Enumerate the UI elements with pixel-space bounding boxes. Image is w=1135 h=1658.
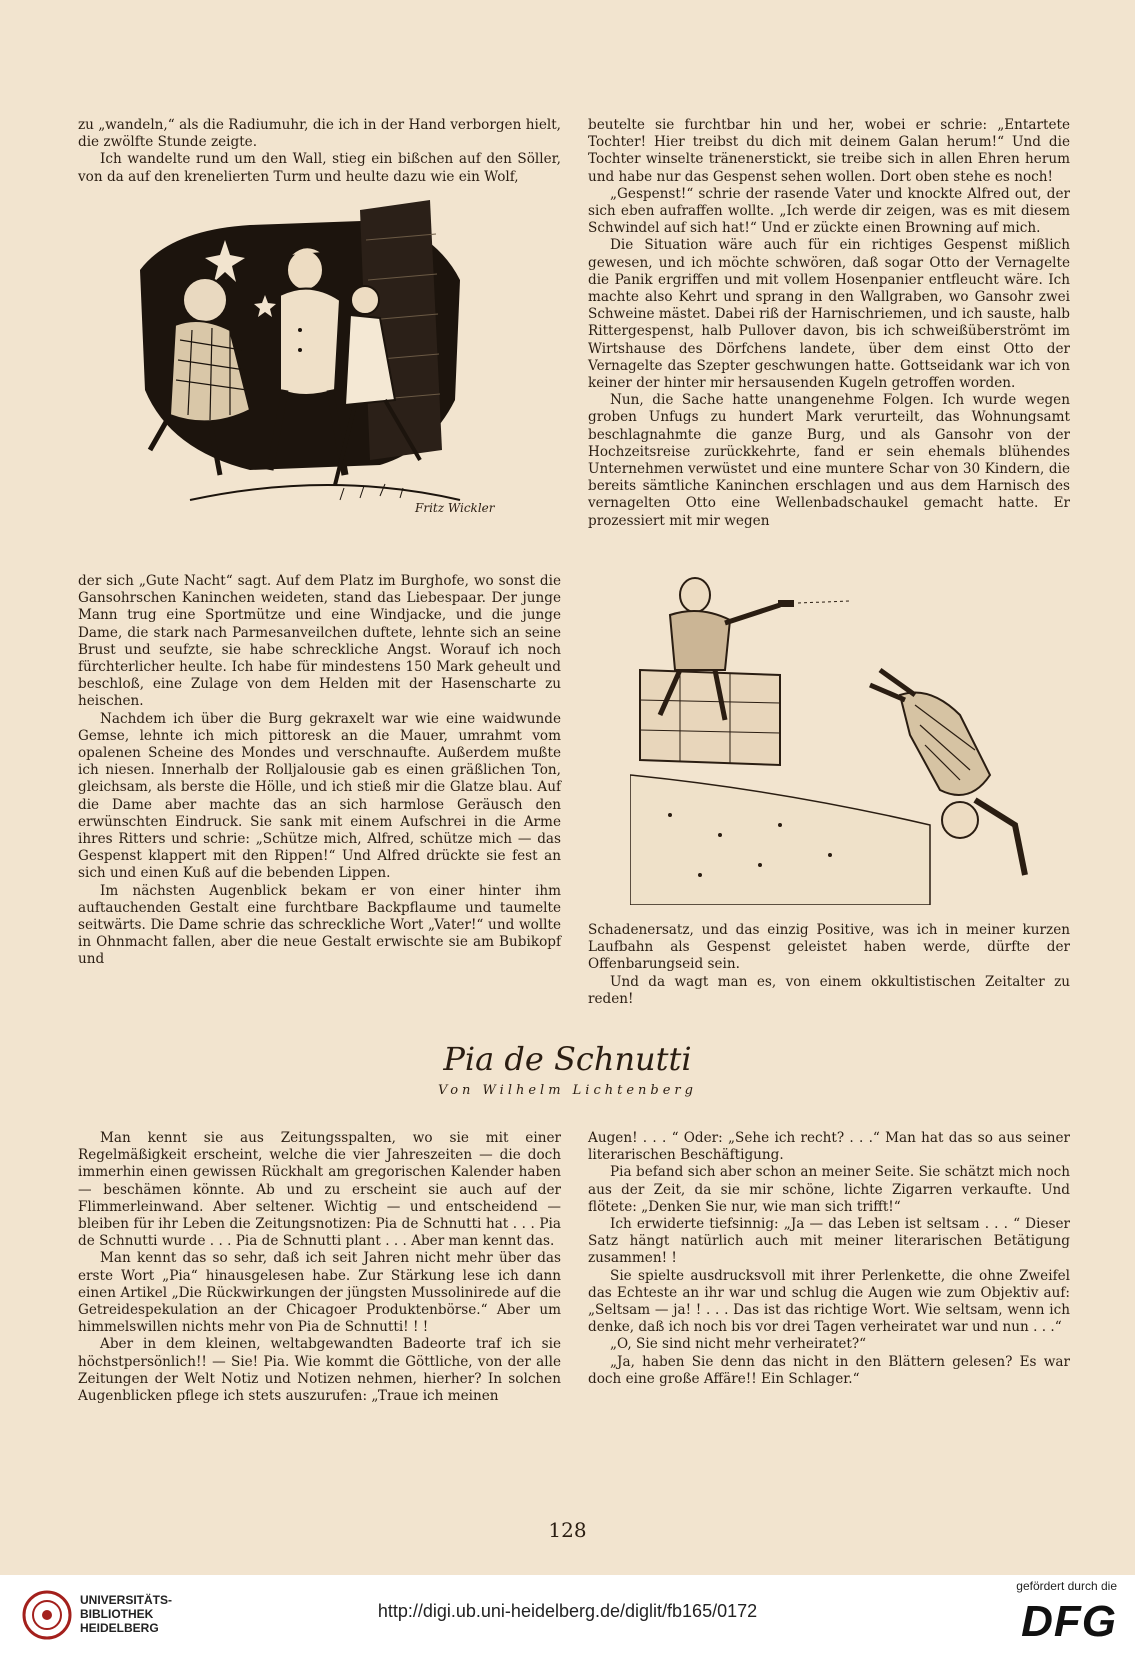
column-top-left: [78, 117, 561, 186]
column-middle-left: [78, 573, 561, 969]
paragraph: Man kennt sie aus Zeitungsspalten, wo sie mit einer Regelmäßigkeit erscheint, welche die vier Jahreszeiten — die doch immerhin einen gewissen Rückhalt am gregorischen Kalender haben — beschämen könnte. Ab und zu erscheint sie auch auf der Flimmerleinwand. Aber seltener. Wichtig — und entscheidend — bleiben für ihr Leben die Zeitungsnotizen: Pia de Schnutti hat . . . Pia de Schnutti wurde . . . Pia de Schnutti plant . . . Aber man kennt das.: [78, 1130, 561, 1250]
column-top-right: [588, 117, 1070, 530]
funded-by-label: gefördert durch die: [1016, 1579, 1117, 1593]
paragraph: Aber in dem kleinen, weltabgewandten Badeorte traf ich sie höchstpersönlich!! — Sie! Pia. Wie kommt die Göttliche, von der alle Zeitungen der Welt Notiz und Notizen nehmen, hierher? In solchen Augenblicken pflege ich stets auszurufen: „Traue ich meinen: [78, 1336, 561, 1405]
ground: [190, 485, 460, 500]
footer-bar: [0, 1575, 1135, 1658]
ground: [630, 775, 930, 905]
wall: [640, 670, 780, 765]
paragraph: Man kennt das so sehr, daß ich seit Jahren nicht mehr über das erste Wort „Pia“ hinausgelesen habe. Zur Stärkung lese ich dann einen Artikel „Die Rückwirkungen der jüngsten Mussolinirede auf die Getreidespekulation an der Chicagoer Produktenbörse.“ Aber um himmelswillen nichts mehr von Pia de Schnutti! ! !: [78, 1250, 561, 1336]
article-title: Pia de Schnutti: [443, 1040, 692, 1078]
paragraph: „O, Sie sind nicht mehr verheiratet?“: [610, 1336, 867, 1353]
paragraph: Pia befand sich aber schon an meiner Seite. Sie schätzt mich noch aus der Zeit, da sie mir schöne, lichte Zigarren verkaufte. Und flötete: „Denken Sie nur, wie man sich trifft!“: [588, 1164, 1070, 1215]
paragraph: Die Situation wäre auch für ein richtiges Gespenst mißlich gewesen, und ich möchte schwören, daß sogar Otto der Vernagelte die Panik ergriffen und mit vollem Hosenpanier entfleucht wäre. Ich machte also Kehrt und sprang in den Wallgraben, wo Gansohr zwei Schweine mästet. Dabei riß der Harnischriemen, und ich sauste, halb Rittergespenst, halb Pullover davon, bis ich schweißüberströmt im Wirtshause des Dörfchens landete, über dem einst Otto der Vernagelte das Szepter geschwungen hatte. Gottseidank war ich von keiner der hinter mir hersausenden Kugeln getroffen worden.: [588, 237, 1070, 392]
paragraph: Augen! . . . “ Oder: „Sehe ich recht? . . .“ Man hat das so aus seiner literarischen Beschäftigung.: [588, 1130, 1070, 1164]
university-name-line: UNIVERSITÄTS-: [80, 1593, 173, 1607]
paragraph: „Gespenst!“ schrie der rasende Vater und knockte Alfred out, der sich eben aufraffen wollte. „Ich werde dir zeigen, was es mit diesem Schwindel auf sich hat!“ Und er zückte einen Browning auf mich.: [588, 185, 1070, 237]
paragraph: Im nächsten Augenblick bekam er von einer hinter ihm auftauchenden Gestalt eine furchtbare Backpflaume und taumelte seitwärts. Die Dame schrie das schreckliche Wort „Vater!“ und wollte in Ohnmacht fallen, aber die neue Gestalt erwischte sie am Bubikopf und: [78, 882, 561, 968]
illustration-ghost-scene: [130, 200, 540, 565]
column-lower-right: [588, 922, 1070, 1008]
paragraph: Nun, die Sache hatte unangenehme Folgen. Ich wurde wegen groben Unfugs zu hundert Mark verurteilt, das Wohnungsamt beschlagnahmte die ganze Burg, und als Gansohr von der Hochzeitsreise zurückkehrte, fand er sein ehemals blühendes Unternehmen verwüstet und eine muntere Schar von 30 Kindern, die bereits sämtliche Kaninchen erschlagen und aus dem Harnisch des vernagelten Otto eine Wellenbadschaukel gemacht hatte. Er prozessiert mit mir wegen: [588, 392, 1070, 529]
column-bottom-right: [588, 1130, 1070, 1388]
paragraph: der sich „Gute Nacht“ sagt. Auf dem Platz im Burghofe, wo sonst die Gansohrschen Kaninchen weideten, stand das Liebespaar. Der junge Mann trug eine Sportmütze und eine Windjacke, und die junge Dame, die stark nach Parmesanveilchen duftete, lehnte sich an seine Brust und seufzte, sie habe schreckliche Angst. Worauf ich noch fürchterlicher heulte. Ich habe für mindestens 150 Mark geheult und beschloß, eine Zulage von dem Helden mit der Hasenscharte zu heischen.: [78, 573, 561, 710]
paragraph: Und da wagt man es, von einem okkultistischen Zeitalter zu reden!: [588, 973, 1070, 1007]
article-byline: Von Wilhelm Lichtenberg: [438, 1083, 697, 1098]
university-name-line: BIBLIOTHEK: [80, 1607, 154, 1621]
paragraph: Sie spielte ausdrucksvoll mit ihrer Perlenkette, die ohne Zweifel das Echteste an ihr war und schlug die Augen wie zum Objektiv auf: „Seltsam — ja! ! . . . Das ist das richtige Wort. Wie seltsam, wenn ich denke, daß ich noch bis vor drei Tagen verheiratet war und nun . . .“: [588, 1267, 1070, 1336]
source-url-link[interactable]: http://digi.ub.uni-heidelberg.de/diglit/fb165/0172: [377, 1601, 758, 1621]
university-name-line: HEIDELBERG: [80, 1621, 159, 1635]
illustrator-signature: Fritz Wickler: [415, 501, 495, 515]
page-number: 128: [548, 1518, 587, 1542]
paragraph: Ich erwiderte tiefsinnig: „Ja — das Leben ist seltsam . . . “ Dieser Satz hängt natürlich auch mit meiner literarischen Betätigung zusammen! !: [588, 1216, 1070, 1267]
illustration-shooting-scene: [630, 575, 1070, 905]
paragraph: Ich wandelte rund um den Wall, stieg ein bißchen auf den Söller, von da auf den krenelierten Turm und heulte dazu wie ein Wolf,: [78, 151, 561, 185]
dfg-logo[interactable]: DFG: [1021, 1597, 1117, 1646]
paragraph: zu „wandeln,“ als die Radiumuhr, die ich in der Hand verborgen hielt, die zwölfte Stunde zeigte.: [78, 117, 561, 151]
paragraph: Nachdem ich über die Burg gekraxelt war wie eine waidwunde Gemse, lehnte ich mich pittoresk an die Mauer, umrahmt vom opalenen Scheine des Mondes und verschnaufte. Außerdem mußte ich niesen. Innerhalb der Rolljalousie gab es einen gräßlichen Ton, gleichsam, als berste die Hölle, und ich stieß mir die Glatze blau. Auf die Dame aber machte das an sich harmlose Geräusch den erwünschten Eindruck. Sie sank mit einem Aufschrei in die Arme ihres Ritters und schrie: „Schütze mich, Alfred, schütze mich — das Gespenst klappert mit den Rippen!“ Und Alfred drückte sie fest an sich und einen Kuß auf die bebenden Lippen.: [78, 710, 561, 882]
paragraph: „Ja, haben Sie denn das nicht in den Blättern gelesen? Es war doch eine große Affäre!! Ein Schlager.“: [588, 1353, 1070, 1387]
column-bottom-left: [78, 1130, 561, 1405]
paragraph: beutelte sie furchtbar hin und her, wobei er schrie: „Entartete Tochter! Hier treibst du dich mit deinem Galan herum!“ Und die Tochter winselte tränenerstickt, sie treibe sich in allen Ehren herum und habe nur das Gespenst sehen wollen. Dort oben stehe es noch!: [588, 117, 1070, 185]
paragraph: Schadenersatz, und das einzig Positive, was ich in meiner kurzen Laufbahn als Gespenst geleistet haben werde, dürfte der Offenbarungseid sein.: [588, 922, 1070, 973]
